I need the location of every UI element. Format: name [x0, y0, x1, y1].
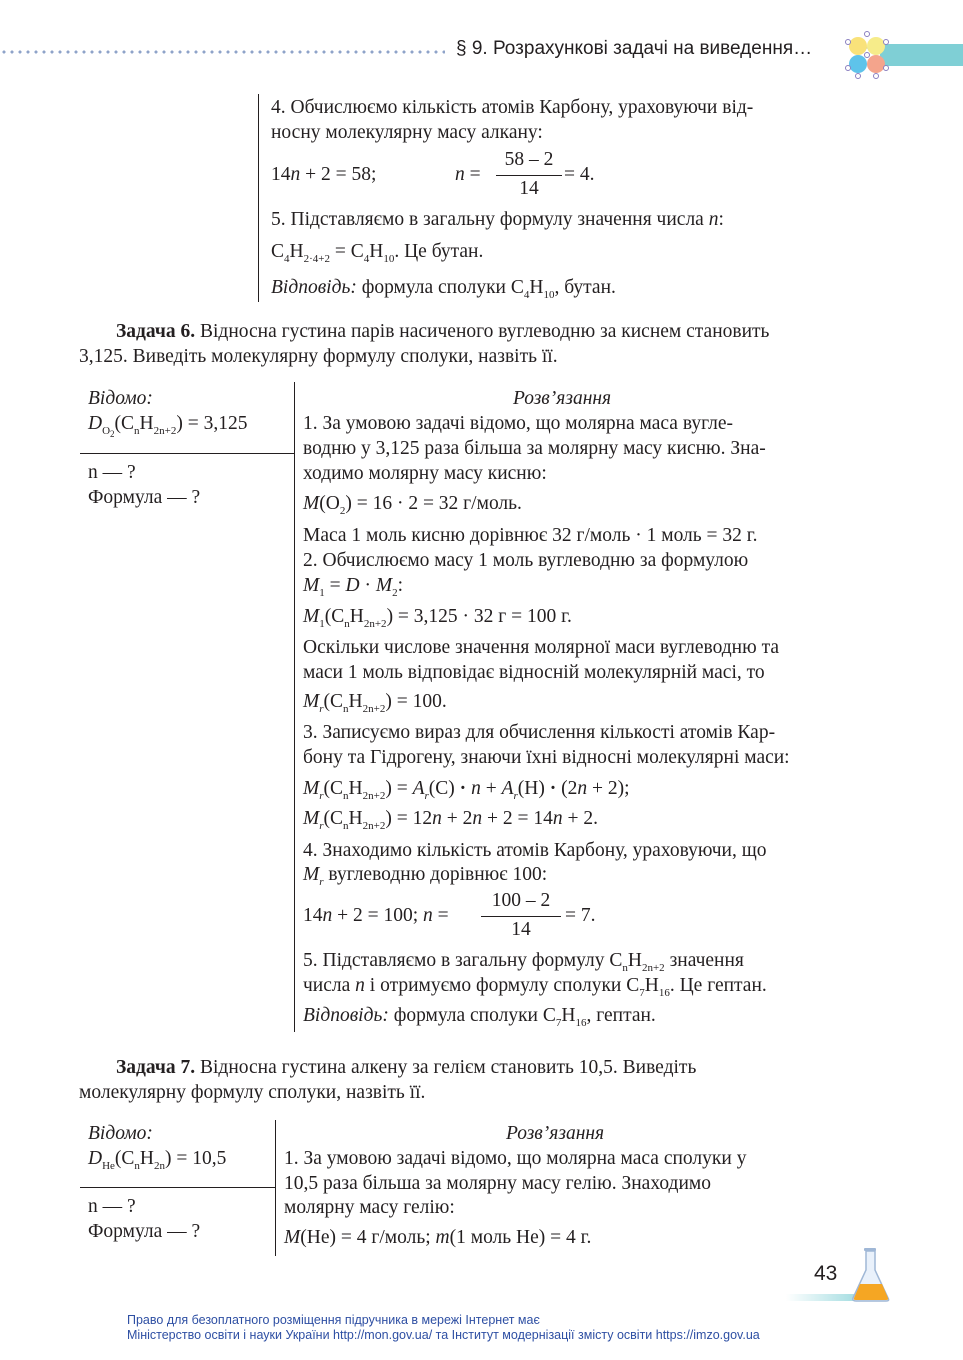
task7-statement-line1: Задача 7. Відносна густина алкену за гелієм становить 10,5. Виведіть	[116, 1057, 697, 1078]
task6-line: $M_r(C_nH_{2n+2}) = A_r(C) \cdot n + A_r(H) \cdot (2n + 2)$;	[303, 778, 630, 802]
task7-known-value: $D_{He}(C_nH_{2n}) = 10,5$	[88, 1148, 227, 1172]
header-dotted-line	[0, 50, 445, 54]
task6-line: маси 1 моль відповідає відносній молекулярній масі, то	[303, 662, 765, 683]
task6-known-label: Відомо:	[88, 388, 153, 409]
fraction-result: = 7.	[565, 905, 596, 926]
task7-given-rule	[80, 1187, 275, 1188]
task6-statement-line2: 3,125. Виведіть молекулярну формулу сполуки, назвіть її.	[79, 346, 558, 367]
equation-14n: 14n + 2 = 58;	[271, 164, 377, 185]
page-number: 43	[814, 1262, 838, 1285]
n-equals: n =	[455, 164, 481, 185]
formula-butane: $C_4H_{2\cdot 4+2} = C_4H_{10}$. Це бутан.	[271, 241, 484, 265]
task6-line: $M_r(C_nH_{2n+2}) = 100$.	[303, 691, 447, 715]
task6-line: числа n і отримуємо формулу сполуки $C_7H_{16}$. Це гептан.	[303, 975, 767, 999]
task6-statement-line1: Задача 6. Відносна густина парів насиченого вуглеводню за киснем становить	[116, 321, 770, 342]
task6-line: $M_1 = D \cdot M_2$:	[303, 575, 404, 599]
task7-find-n: n — ?	[88, 1196, 136, 1217]
task6-given-rule	[80, 453, 294, 454]
task6-line: водню у 3,125 раза більша за молярну масу кисню. Зна-	[303, 438, 766, 459]
task6-find-n: n — ?	[88, 462, 136, 483]
fraction-58: 58 – 2 14	[496, 148, 562, 204]
task6-line: 1. За умовою задачі відомо, що молярна маса вугле-	[303, 413, 734, 434]
fraction-result: = 4.	[564, 164, 595, 185]
step4-line2: носну молекулярну масу алкану:	[271, 122, 543, 143]
task7-line: 10,5 раза більша за молярну масу гелію. Знаходимо	[284, 1173, 711, 1194]
footer-line1: Право для безоплатного розміщення підручника в мережі Інтернет має	[127, 1313, 540, 1327]
step5-line: 5. Підставляємо в загальну формулу значення числа n:	[271, 209, 724, 230]
task6-line: $M_r(C_nH_{2n+2}) = 12n + 2n + 2 = 14n + 2$.	[303, 808, 598, 832]
task7-known-label: Відомо:	[88, 1123, 153, 1144]
page-header-title: § 9. Розрахункові задачі на виведення…	[456, 38, 813, 59]
task7-line: молярну масу гелію:	[284, 1197, 455, 1218]
task7-solution-label: Розв’язання	[506, 1123, 605, 1144]
task6-line: бону та Гідрогену, знаючи їхні відносні молекулярні маси:	[303, 747, 790, 768]
task7-divider	[275, 1120, 276, 1256]
task6-line: Оскільки числове значення молярної маси вуглеводню та	[303, 637, 779, 658]
task6-line: 14n + 2 = 100; n =	[303, 905, 449, 926]
task6-line: Маса 1 моль кисню дорівнює 32 г/моль · 1 моль = 32 г.	[303, 525, 758, 546]
answer-line: Відповідь: формула сполуки $C_4H_{10}$, бутан.	[271, 277, 616, 301]
solution-divider	[258, 94, 259, 302]
task7-statement-line2: молекулярну формулу сполуки, назвіть її.	[79, 1082, 426, 1103]
task6-line: ходимо молярну масу кисню:	[303, 463, 547, 484]
flask-icon	[848, 1246, 894, 1304]
task6-line: 3. Записуємо вираз для обчислення кількості атомів Кар-	[303, 722, 776, 743]
footer-line2: Міністерство освіти і науки України http://mon.gov.ua/ та Інститут модернізації змісту освіти https://imzo.gov.ua	[127, 1328, 760, 1342]
task6-line: 4. Знаходимо кількість атомів Карбону, ураховуючи, що	[303, 840, 767, 861]
task6-line: $M(O_2) = 16 \cdot 2 = 32$ г/моль.	[303, 493, 522, 517]
task7-line: 1. За умовою задачі відомо, що молярна маса сполуки у	[284, 1148, 747, 1169]
step4-line1: 4. Обчислюємо кількість атомів Карбону, ураховуючи від-	[271, 97, 754, 118]
task6-divider	[294, 382, 295, 1032]
task6-line: 2. Обчислюємо масу 1 моль вуглеводню за формулою	[303, 550, 749, 571]
task7-find-formula: Формула — ?	[88, 1221, 201, 1242]
task6-solution-label: Розв’язання	[513, 388, 612, 409]
task6-line: $M_1(C_nH_{2n+2}) = 3,125 \cdot 32$ г = 100 г.	[303, 606, 572, 630]
task6-find-formula: Формула — ?	[88, 487, 201, 508]
molecule-logo-icon	[838, 28, 898, 83]
task6-known-value: $D_{O_2}(C_nH_{2n+2}) = 3,125$	[88, 413, 248, 439]
task7-line: M(He) = 4 г/моль; m(1 моль He) = 4 г.	[284, 1227, 592, 1248]
task6-answer: Відповідь: формула сполуки $C_7H_{16}$, гептан.	[303, 1005, 656, 1029]
task6-line: 5. Підставляємо в загальну формулу $C_nH_{2n+2}$ значення	[303, 950, 744, 974]
task6-line: $M_r$ вуглеводню дорівнює 100:	[303, 864, 548, 888]
fraction-100: 100 – 2 14	[481, 889, 561, 945]
